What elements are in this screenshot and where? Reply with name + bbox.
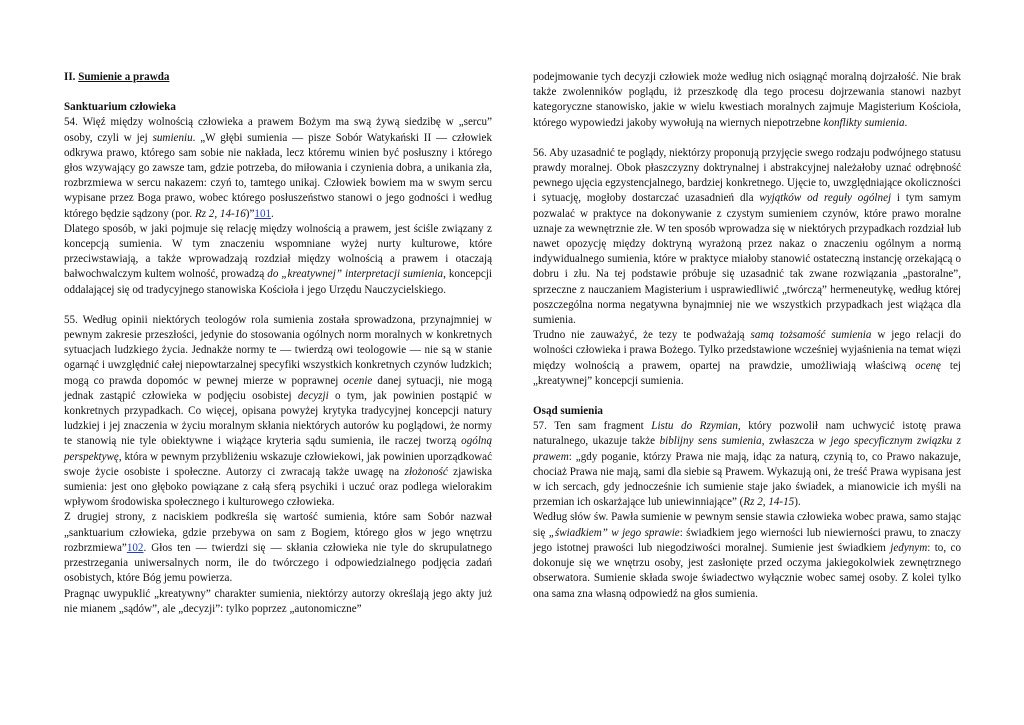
paragraph-54: 54. Więź między wolnością człowieka a prawem Bożym ma swą żywą siedzibę w „sercu” osoby, czyli w jej sumieniu. „W głębi sumienia — pisze Sobór Watykański II — człowiek odkrywa prawo, którego sam sobie nie nakłada, lecz któremu winien być posłuszny i którego głos wzywający go zawsze tam, gdzie potrzeba, do miłowania i czynienia dobra, a unikania zła, rozbrzmiewa w sercu nakazem: czyń to, tamtego unikaj. Człowiek bowiem ma w swym sercu wypisane przez Boga prawo, wobec którego posłuszeństwo stanowi o jego godności i według którego będzie sądzony (por. Rz 2, 14-16)”101. bbox=[64, 116, 492, 220]
subheading-osad-sumienia: Osąd sumienia bbox=[533, 405, 603, 418]
section-title: Sumienie a prawda bbox=[78, 71, 170, 83]
section-numeral: II. bbox=[64, 71, 76, 83]
paragraph-55-continued: Z drugiej strony, z naciskiem podkreśla się wartość sumienia, które sam Sobór nazwał „sanktuarium człowieka, gdzie przebywa on sam z Bogiem, którego głos w jego wnętrzu rozbrzmiewa”102. Głos ten — twierdzi się — skłania człowieka nie tyle do skrupulatnego przestrzegania uniwersalnych norm, ile do twórczego i odpowiedzialnego podjęcia zadań osobistych, które Bóg jemu powierza. bbox=[64, 511, 492, 585]
footnote-link-102[interactable]: 102 bbox=[126, 541, 144, 554]
right-column bbox=[533, 70, 961, 602]
paragraph-57-continued: Według słów św. Pawła sumienie w pewnym sensie stawia człowieka wobec prawa, samo stając się „świadkiem” w jego sprawie: świadkiem jego wierności lub niewierności prawu, to znaczy jego istotnej prawości lub niegodziwości moralnej. Sumienie jest świadkiem jedynym: to, co dokonuje się we wnętrzu osoby, jest zasłonięte przed oczyma jakiegokolwiek zewnętrznego obserwatora. Sumienie składa swoje świadectwo wyłącznie wobec samej osoby. Z kolei tylko ona sama zna własną odpowiedź na głos sumienia. bbox=[533, 511, 961, 600]
left-column bbox=[64, 70, 492, 617]
footnote-link-101[interactable]: 101 bbox=[254, 207, 272, 220]
paragraph-56-continued: Trudno nie zauważyć, że tezy te podważają samą tożsamość sumienia w jego relacji do wolności człowieka i prawa Bożego. Tylko przedstawione wcześniej wyjaśnienia na temat więzi między wolnością a prawem, opartej na prawdzie, umożliwiają właściwą ocenę tej „kreatywnej” koncepcji sumienia. bbox=[533, 329, 962, 387]
paragraph-57: 57. Ten sam fragment Listu do Rzymian, który pozwolił nam uchwycić istotę prawa naturalnego, ukazuje także biblijny sens sumienia, zwłaszcza w jego specyficznym związku z prawem: „gdy poganie, którzy Prawa nie mają, idąc za naturą, czynią to, co Prawo nakazuje, chociaż Prawa nie mają, sami dla siebie są Prawem. Wykazują oni, że treść Prawa wypisana jest w ich sercach, gdy jednocześnie ich sumienie staje jako świadek, a mianowicie ich myśli na przemian ich oskarżające lub uniewinniające” (Rz 2, 14-15). bbox=[533, 420, 961, 509]
section-heading bbox=[64, 70, 492, 85]
paragraph-55: 55. Według opinii niektórych teologów rola sumienia została sprowadzona, przynajmniej w pewnym zakresie przeszłości, jedynie do stosowania ogólnych norm moralnych w konkretnych sytuacjach ludzkiego życia. Jednakże normy te — twierdzą owi teologowie — nie są w stanie ogarnąć i uwzględnić całej niepowtarzalnej specyfiki wszystkich konkretnych czynów ludzkich; mogą co prawda dopomóc w pewnej mierze w poprawnej ocenie danej sytuacji, nie mogą jednak zastąpić człowieka w podjęciu osobistej decyzji o tym, jak powinien postąpić w konkretnych przypadkach. Co więcej, opisana powyżej krytyka tradycyjnej koncepcji natury ludzkiej i jej znaczenia w życiu moralnym skłania niektórych autorów ku poglądowi, że normy te stanowią nie tyle obiektywne i wiążące kryteria sądu sumienia, ile raczej tworzą ogólną perspektywę, która w pewnym przybliżeniu wskazuje człowiekowi, jak powinien uporządkować swoje życie osobiste i społeczne. Autorzy ci zwracają także uwagę na złożoność zjawiska sumienia: jest ono głęboko powiązane z całą sferą psychiki i uczuć oraz podlega wielorakim wpływom środowiska społecznego i kulturowego człowieka. bbox=[64, 313, 493, 509]
subheading-sanktuarium: Sanktuarium człowieka bbox=[64, 101, 176, 114]
paragraph-55-end: Pragnąc uwypuklić „kreatywny” charakter sumienia, niektórzy autorzy określają jego akty już nie mianem „sądów”, ale „decyzji”: tylko poprzez „autonomiczne” bbox=[64, 587, 492, 615]
paragraph-55-tail: podejmowanie tych decyzji człowiek może według nich osiągnąć moralną dojrzałość. Nie brak także zwolenników poglądu, iż przeszkodę dla tego procesu dojrzewania stanowi nazbyt kategoryczne stanowisko, jakie w wielu kwestiach moralnych zajmuje Magisterium Kościoła, którego wypowiedzi jakoby wywołują na wiernych niepotrzebne konflikty sumienia. bbox=[533, 71, 961, 129]
paragraph-54-continued: Dlatego sposób, w jaki pojmuje się relację między wolnością a prawem, jest ściśle związany z koncepcją sumienia. W tym znaczeniu wspomniane wyżej nurty kulturowe, które przeciwstawiają, a także wprowadzają rozdział między wolnością a prawem i otaczają bałwochwalczym kultem wolność, prowadzą do „kreatywnej” interpretacji sumienia, koncepcji oddalającej się od tradycyjnego stanowiska Kościoła i jego Urzędu Nauczycielskiego. bbox=[64, 222, 492, 296]
paragraph-56: 56. Aby uzasadnić te poglądy, niektórzy proponują przyjęcie swego rodzaju podwójnego statusu prawdy moralnej. Obok płaszczyzny doktrynalnej i abstrakcyjnej należałoby uznać odrębność pewnego ujęcia egzystencjalnego, bardziej konkretnego. Ujęcie to, uwzględniające okoliczności i sytuację, mogłoby dostarczać uzasadnień dla wyjątków od reguły ogólnej i tym samym pozwalać w praktyce na dokonywanie z czystym sumieniem czynów, które prawo moralne uznaje za wewnętrznie złe. W ten sposób wprowadza się w niektórych przypadkach rozdział lub nawet opozycję między doktryną wyrażoną przez nakaz o znaczeniu ogólnym a normą indywidualnego sumienia, które w praktyce miałoby stanowić ostateczną instancję orzekającą o dobru i złu. Na tej podstawie próbuje się uzasadnić tak zwane rozwiązania „pastoralne”, sprzeczne z nauczaniem Magisterium i usprawiedliwić „twórczą” hermeneutykę, według której poszczególna norma negatywna bynajmniej nie we wszystkich przypadkach jest wiążąca dla sumienia. bbox=[533, 146, 961, 327]
